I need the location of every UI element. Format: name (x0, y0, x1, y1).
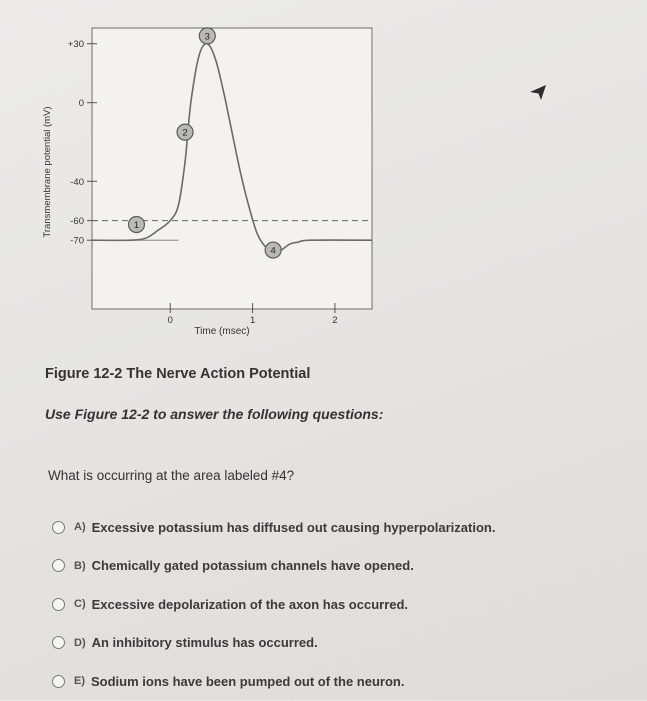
x-tick-label: 2 (332, 315, 338, 326)
x-tick-label: 0 (167, 315, 173, 326)
marker-4-label: 4 (270, 245, 276, 257)
question-text: What is occurring at the area labeled #4? (48, 468, 295, 483)
option-a-letter: A) (74, 521, 86, 534)
option-e-text: Sodium ions have been pumped out of the neuron. (91, 673, 405, 689)
y-axis-label: Transmembrane potential (mV) (42, 106, 53, 238)
option-d[interactable] (52, 624, 612, 663)
instructions: Use Figure 12-2 to answer the following questions: (45, 406, 384, 422)
option-c[interactable] (52, 585, 612, 624)
radio-button-e[interactable] (52, 675, 65, 688)
option-c-letter: C) (74, 598, 86, 611)
option-b[interactable] (52, 547, 612, 586)
radio-button-c[interactable] (52, 598, 65, 611)
y-tick-label: -60 (70, 216, 84, 228)
option-e-letter: E) (74, 675, 85, 688)
y-tick-label: 0 (78, 98, 84, 110)
x-axis-label: Time (msec) (194, 326, 250, 337)
y-tick-label: -40 (70, 176, 84, 188)
option-d-text: An inhibitory stimulus has occurred. (91, 635, 318, 651)
option-b-letter: B) (74, 559, 86, 572)
figure-title: Figure 12-2 The Nerve Action Potential (45, 366, 311, 382)
y-tick-label: +30 (67, 39, 84, 51)
marker-1-label: 1 (133, 220, 140, 232)
option-b-text: Chemically gated potassium channels have opened. (91, 558, 414, 574)
y-tick-label: -70 (70, 235, 84, 247)
option-e[interactable] (52, 662, 612, 701)
option-a-text: Excessive potassium has diffused out causing hyperpolarization. (91, 519, 496, 535)
radio-button-a[interactable] (52, 521, 65, 534)
marker-2-label: 2 (182, 127, 188, 139)
mouse-cursor-icon (528, 82, 548, 102)
option-a[interactable] (52, 508, 612, 547)
answer-options (52, 508, 612, 701)
option-c-text: Excessive depolarization of the axon has occurred. (91, 596, 409, 612)
radio-button-b[interactable] (52, 559, 65, 572)
option-d-letter: D) (74, 636, 86, 649)
x-tick-label: 1 (249, 315, 256, 326)
plot-frame (92, 28, 372, 309)
radio-button-d[interactable] (52, 636, 65, 649)
marker-3-label: 3 (204, 31, 210, 43)
